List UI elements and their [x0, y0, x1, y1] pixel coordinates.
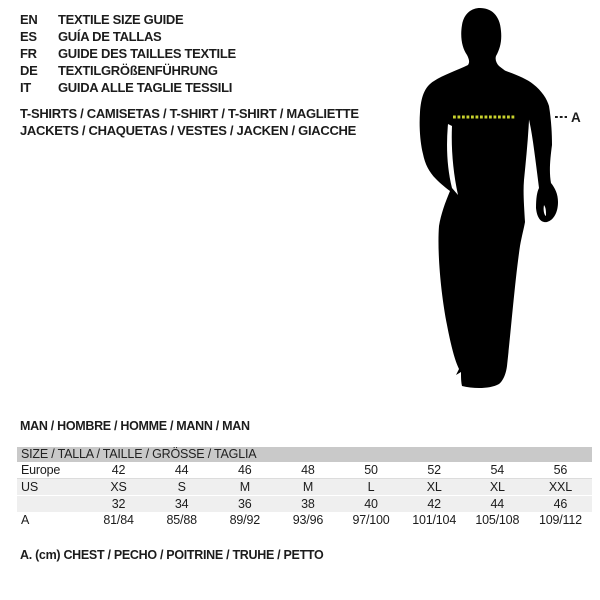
table-cell: 44: [490, 497, 505, 511]
table-cell: 44: [174, 463, 189, 477]
table-cell: 54: [490, 463, 505, 477]
table-cell: 42: [427, 497, 441, 511]
table-cell: 38: [301, 497, 315, 511]
size-table-header: SIZE / TALLA / TAILLE / GRÖSSE / TAGLIA: [17, 447, 592, 462]
table-cell: 40: [364, 497, 378, 511]
table-cell: M: [302, 480, 314, 494]
table-cell: 97/100: [352, 513, 390, 527]
language-label: TEXTILE SIZE GUIDE: [58, 12, 184, 27]
language-code: ES: [20, 29, 37, 44]
language-code: EN: [20, 12, 38, 27]
table-cell: XL: [489, 480, 505, 494]
language-list: [20, 11, 236, 96]
garment-line-tshirts: T-SHIRTS / CAMISETAS / T-SHIRT / T-SHIRT / MAGLIETTE: [20, 106, 359, 121]
language-row-it: [20, 79, 236, 96]
table-row-chest-a: [17, 512, 592, 528]
table-cell: 42: [111, 463, 126, 477]
size-table: [17, 447, 592, 528]
table-cell: 36: [238, 497, 252, 511]
table-cell: 46: [238, 463, 252, 477]
table-cell: 85/88: [166, 513, 197, 527]
table-cell: 50: [364, 463, 378, 477]
language-label: GUIDA ALLE TAGLIE TESSILI: [58, 80, 233, 95]
table-cell: L: [367, 480, 375, 494]
table-cell: XL: [426, 480, 442, 494]
language-label: GUÍA DE TALLAS: [58, 29, 162, 44]
garment-types: [20, 106, 359, 139]
table-cell: 105/108: [475, 513, 520, 527]
language-row-fr: [20, 45, 236, 62]
language-code: FR: [20, 46, 37, 61]
table-cell: M: [239, 480, 250, 494]
table-cell: S: [177, 480, 186, 494]
garment-line-jackets: JACKETS / CHAQUETAS / VESTES / JACKEN / GIACCHE: [20, 122, 356, 138]
measurement-footnote: A. (cm) CHEST / PECHO / POITRINE / TRUHE / PETTO: [20, 548, 324, 562]
table-cell: 89/92: [229, 513, 260, 527]
language-code: DE: [20, 63, 38, 78]
row-label: Europe: [21, 463, 61, 477]
language-row-de: [20, 62, 236, 79]
language-row-es: [20, 28, 236, 45]
table-cell: XXL: [548, 480, 572, 494]
language-label: TEXTILGRÖßENFÜHRUNG: [58, 63, 218, 78]
language-code: IT: [20, 80, 31, 95]
measure-label-a: A: [571, 110, 581, 125]
table-cell: 48: [301, 463, 315, 477]
table-row-europe: [17, 462, 592, 479]
row-label: US: [21, 480, 38, 494]
silhouette-body: [420, 8, 530, 388]
language-label: GUIDE DES TAILLES TEXTILE: [58, 46, 236, 61]
table-cell: 32: [111, 497, 126, 511]
language-row-en: [20, 11, 236, 28]
row-label: A: [21, 513, 30, 527]
man-silhouette: [395, 0, 600, 400]
table-cell: 109/112: [539, 513, 582, 527]
table-cell: 46: [553, 497, 568, 511]
table-row-us-numeric: [17, 496, 592, 512]
table-cell: 93/96: [292, 513, 324, 527]
table-cell: 56: [553, 463, 568, 477]
table-cell: 34: [174, 497, 189, 511]
table-row-us: [17, 479, 592, 496]
table-cell: XS: [110, 480, 127, 494]
table-cell: 101/104: [412, 513, 457, 527]
table-cell: 81/84: [103, 513, 134, 527]
man-figure: [395, 0, 600, 400]
section-title-man: MAN / HOMBRE / HOMME / MANN / MAN: [20, 419, 250, 433]
table-cell: 52: [427, 463, 441, 477]
